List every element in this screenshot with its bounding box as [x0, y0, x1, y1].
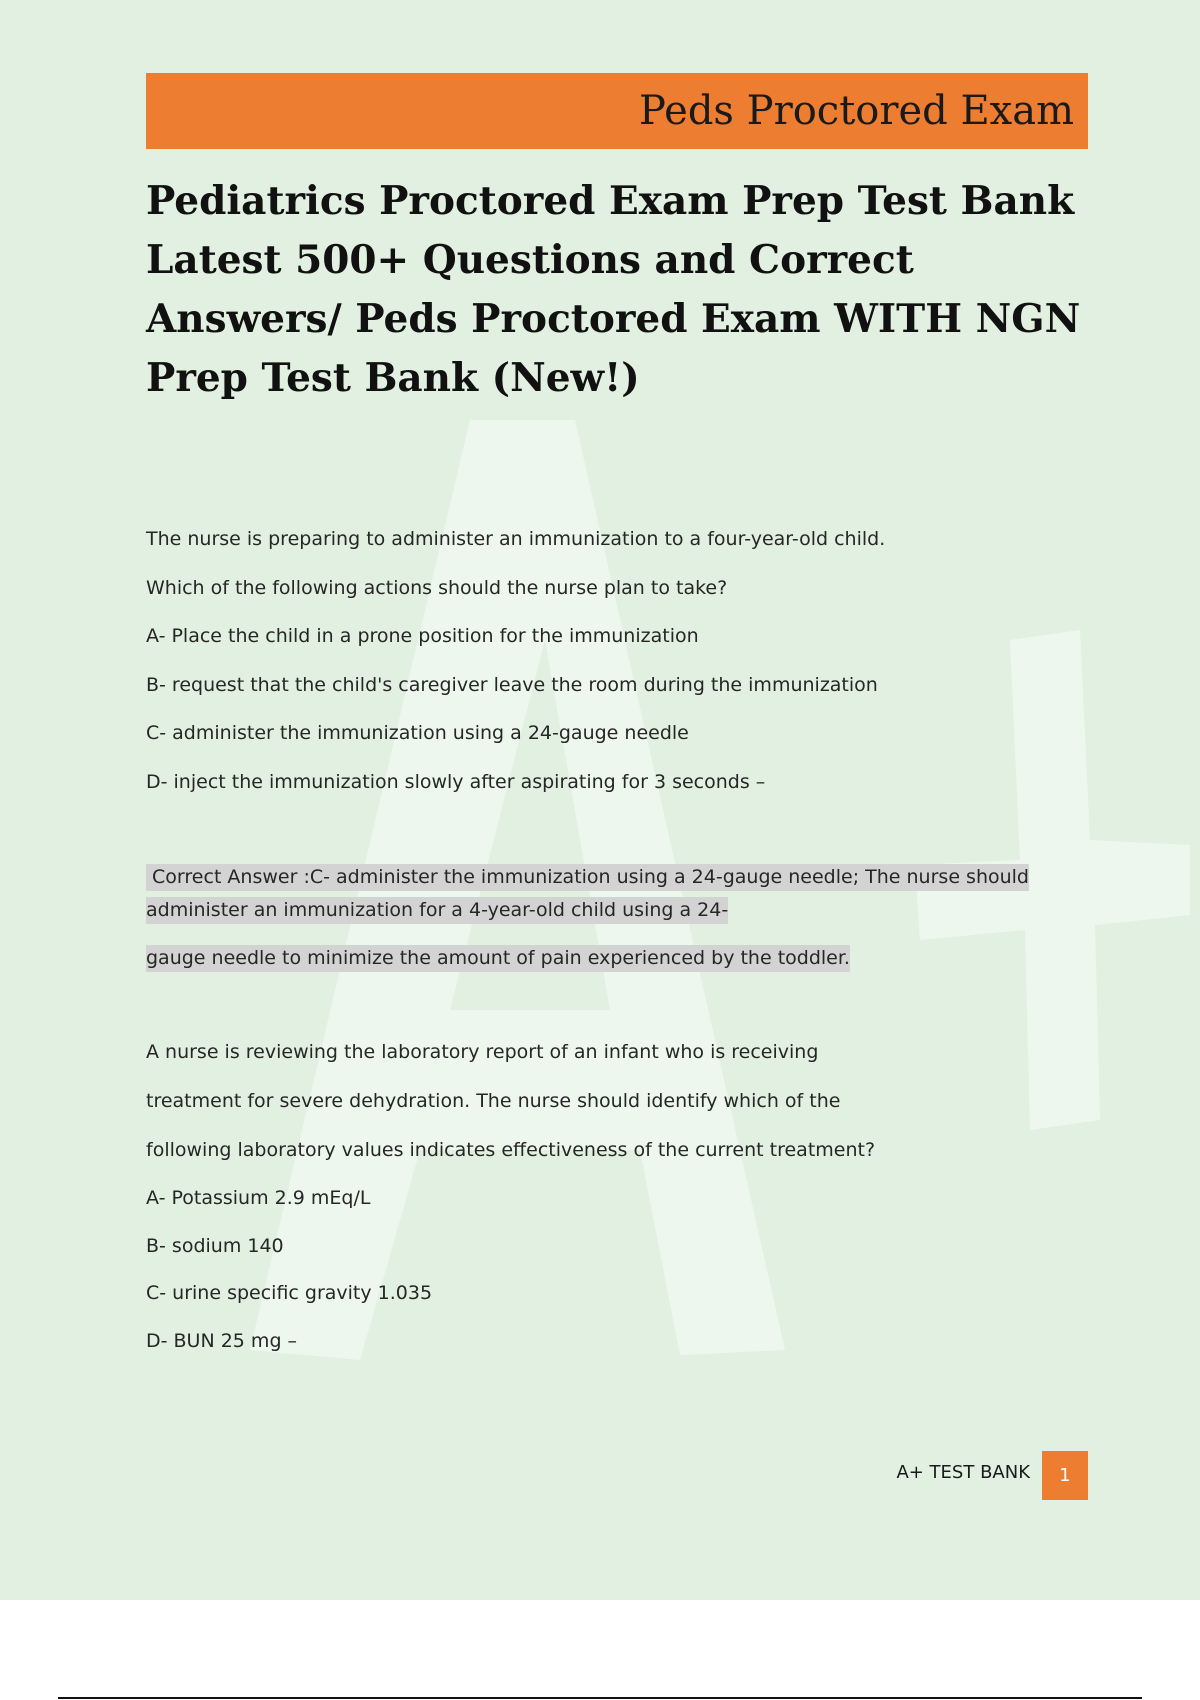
bottom-rule	[58, 1697, 1142, 1699]
question-2-option-a: A- Potassium 2.9 mEq/L	[146, 1187, 371, 1209]
question-1-answer-line	[146, 946, 850, 970]
question-2-option-d: D- BUN 25 mg –	[146, 1330, 298, 1352]
question-1-option-c: C- administer the immunization using a 24-gauge needle	[146, 722, 689, 744]
question-1-answer-line	[146, 865, 1029, 889]
question-1-option-b: B- request that the child's caregiver leave the room during the immunization	[146, 674, 878, 696]
answer-highlight: Correct Answer :C- administer the immunization using a 24-gauge needle; The nurse should	[146, 864, 1029, 891]
answer-highlight: administer an immunization for a 4-year-old child using a 24-	[146, 897, 728, 924]
question-2-stem-line: treatment for severe dehydration. The nurse should identify which of the	[146, 1090, 841, 1112]
question-1-option-d: D- inject the immunization slowly after aspirating for 3 seconds –	[146, 771, 766, 793]
question-2-stem-line: following laboratory values indicates effectiveness of the current treatment?	[146, 1139, 876, 1161]
question-2-stem-line: A nurse is reviewing the laboratory report of an infant who is receiving	[146, 1041, 819, 1063]
question-1-option-a: A- Place the child in a prone position for the immunization	[146, 625, 699, 647]
footer-label: A+ TEST BANK	[896, 1462, 1030, 1483]
document-title: Pediatrics Proctored Exam Prep Test Bank Latest 500+ Questions and Correct Answers/ Peds Proctored Exam WITH NGN Prep Test Bank (New!)	[146, 178, 1081, 401]
question-2-option-c: C- urine specific gravity 1.035	[146, 1282, 433, 1304]
header-banner: Peds Proctored Exam	[146, 73, 1088, 149]
question-1-stem-line: Which of the following actions should the nurse plan to take?	[146, 577, 728, 599]
answer-highlight: gauge needle to minimize the amount of pain experienced by the toddler.	[146, 945, 850, 972]
question-2-option-b: B- sodium 140	[146, 1235, 284, 1257]
page-number: 1	[1042, 1451, 1088, 1500]
question-1-stem-line: The nurse is preparing to administer an immunization to a four-year-old child.	[146, 528, 886, 550]
question-1-answer-line	[146, 898, 728, 922]
